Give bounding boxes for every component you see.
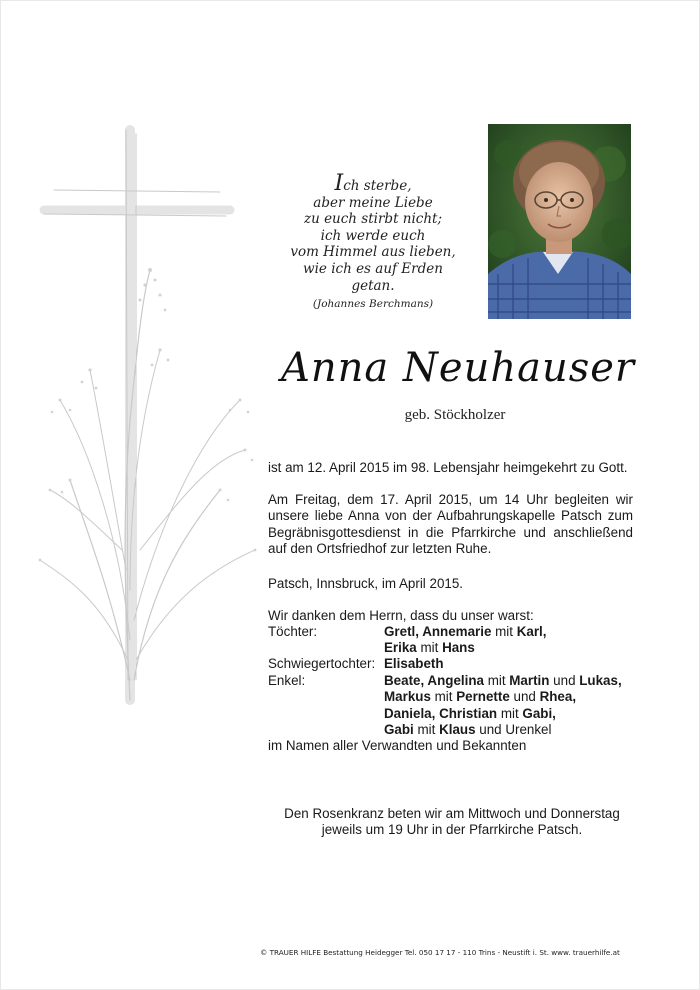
- daughter-in-law-name: Elisabeth: [384, 656, 444, 671]
- daughter-in-law-label: Schwiegertochter:: [268, 656, 376, 671]
- quote-initial: I: [334, 171, 344, 196]
- daughter-spouse: Hans: [442, 640, 475, 655]
- footer-imprint: © TRAUER HILFE Bestattung Heidegger Tel. 050 17 17 - 110 Trins - Neustift i. St. www. trauerhilfe.at: [260, 948, 620, 957]
- place-date: Patsch, Innsbruck, im April 2015.: [268, 576, 464, 591]
- daughter-name: Erika: [384, 640, 417, 655]
- portrait-photo: [488, 124, 631, 319]
- quote-line-2: aber meine Liebe: [313, 194, 433, 211]
- closing-line: im Namen aller Verwandten und Bekannten: [268, 738, 527, 753]
- daughters-spouse: Karl,: [516, 624, 547, 639]
- quote-line-5: vom Himmel aus lieben,: [290, 244, 456, 261]
- quote-line-4: ich werde euch: [320, 227, 426, 244]
- cross-with-grass-illustration: [30, 120, 270, 720]
- funeral-details: Am Freitag, dem 17. April 2015, um 14 Uhr begleiten wir unsere liebe Anna von der Aufbahrungskapelle Patsch zum Begräbnisgottesdienst in die Pfarrkirche und anschließend auf den Ortsfriedhof zur letzten Ruhe.: [268, 492, 633, 557]
- deceased-name: Anna Neuhauser: [280, 345, 636, 391]
- daughters-label: Töchter:: [268, 624, 318, 639]
- thanks-line: Wir danken dem Herrn, dass du unser warst:: [268, 608, 534, 623]
- death-announcement: ist am 12. April 2015 im 98. Lebensjahr heimgekehrt zu Gott.: [268, 460, 628, 475]
- quote-source: (Johannes Berchmans): [312, 298, 434, 311]
- maiden-name: geb. Stöckholzer: [404, 407, 506, 423]
- quote-line-1: ch sterbe,: [343, 178, 412, 194]
- portrait-image: [488, 124, 631, 319]
- quote-line-3: zu euch stirbt nicht;: [303, 211, 443, 228]
- grandchildren-label: Enkel:: [268, 673, 306, 688]
- memorial-quote: [288, 171, 458, 313]
- daughters-names: Gretl, Annemarie: [384, 624, 492, 639]
- rosary-notice: [262, 806, 642, 839]
- rosary-line-2: jeweils um 19 Uhr in der Pfarrkirche Patsch.: [321, 822, 583, 838]
- rosary-line-1: Den Rosenkranz beten wir am Mittwoch und Donnerstag: [284, 806, 620, 821]
- quote-line-6: wie ich es auf Erden getan.: [303, 260, 443, 294]
